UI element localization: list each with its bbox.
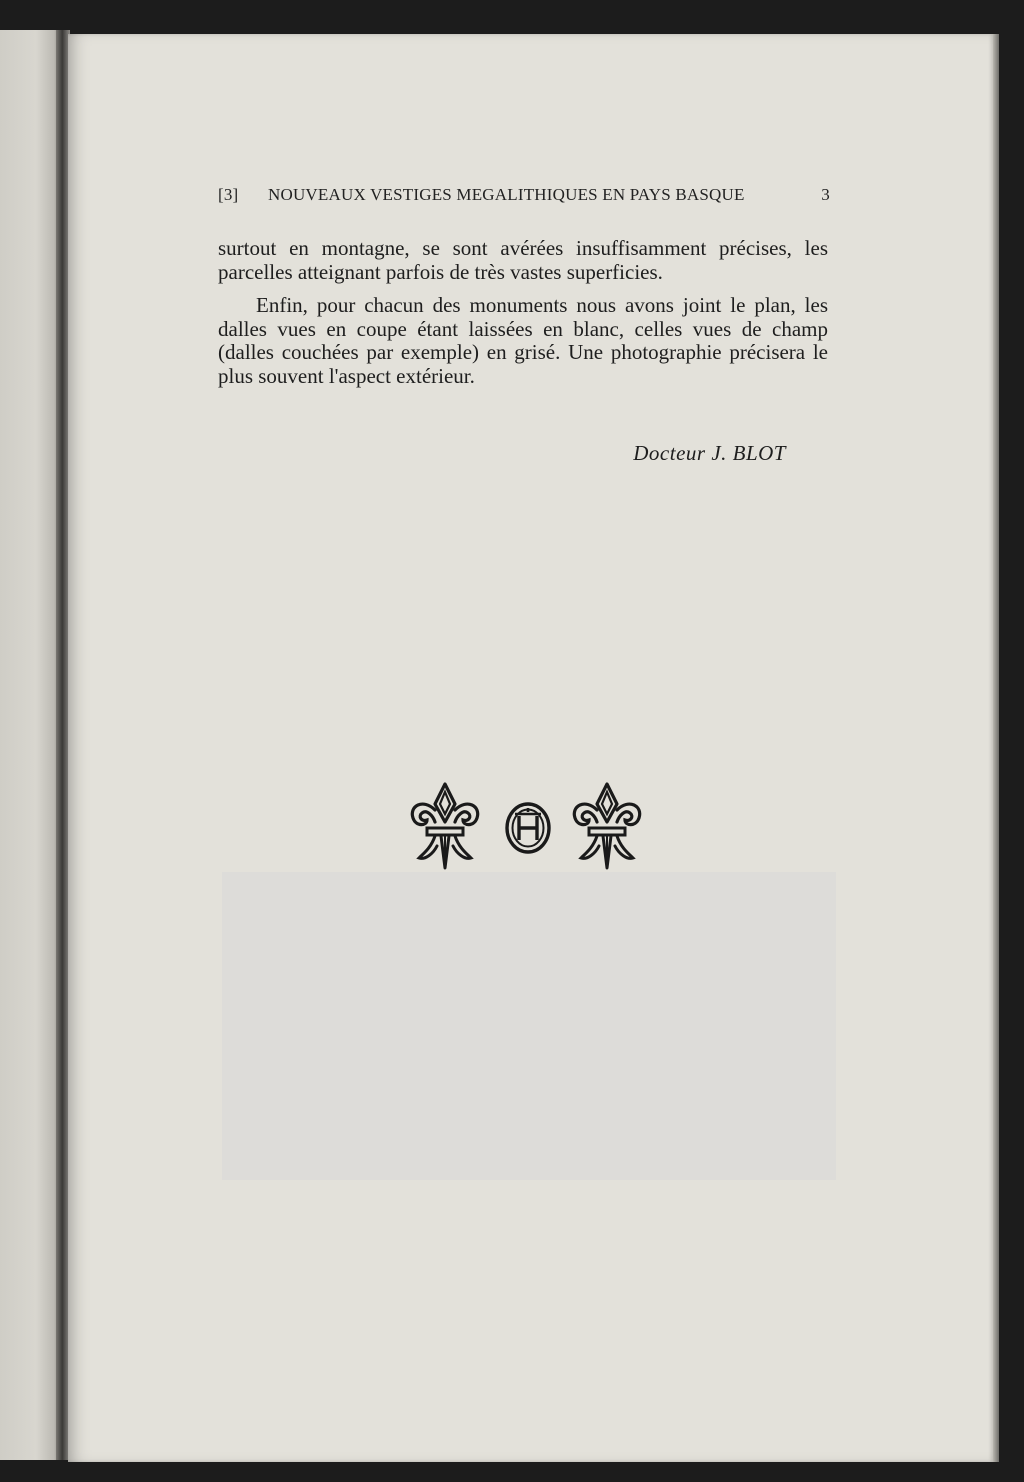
left-page-edge (0, 30, 60, 1460)
running-title: NOUVEAUX VESTIGES MEGALITHIQUES EN PAYS BASQUE (268, 185, 745, 204)
paragraph-2: Enfin, pour chacun des monuments nous avons joint le plan, les dalles vues en coupe étant laissées en blanc, celles vues de champ (dalles couchées par exemple) en grisé. Une photographie précisera le plus souvent l'aspect extérieur. (218, 293, 828, 388)
fleur-de-lis-icon (574, 784, 639, 868)
monogram-seal-icon (507, 804, 549, 852)
section-number: [3] (218, 185, 239, 204)
paragraph-1: surtout en montagne, se sont avérées insuffisamment précises, les parcelles atteignant parfois de très vastes superficies. (218, 236, 828, 284)
bleed-through-shadow (222, 872, 836, 1180)
running-header (218, 185, 830, 209)
page-number: 3 (821, 185, 830, 204)
body-text (218, 237, 828, 388)
ornament-vignette (405, 778, 651, 874)
author-signature: Docteur J. BLOT (633, 441, 786, 465)
right-page-edge (993, 34, 999, 1462)
fleur-de-lis-icon (412, 784, 477, 868)
